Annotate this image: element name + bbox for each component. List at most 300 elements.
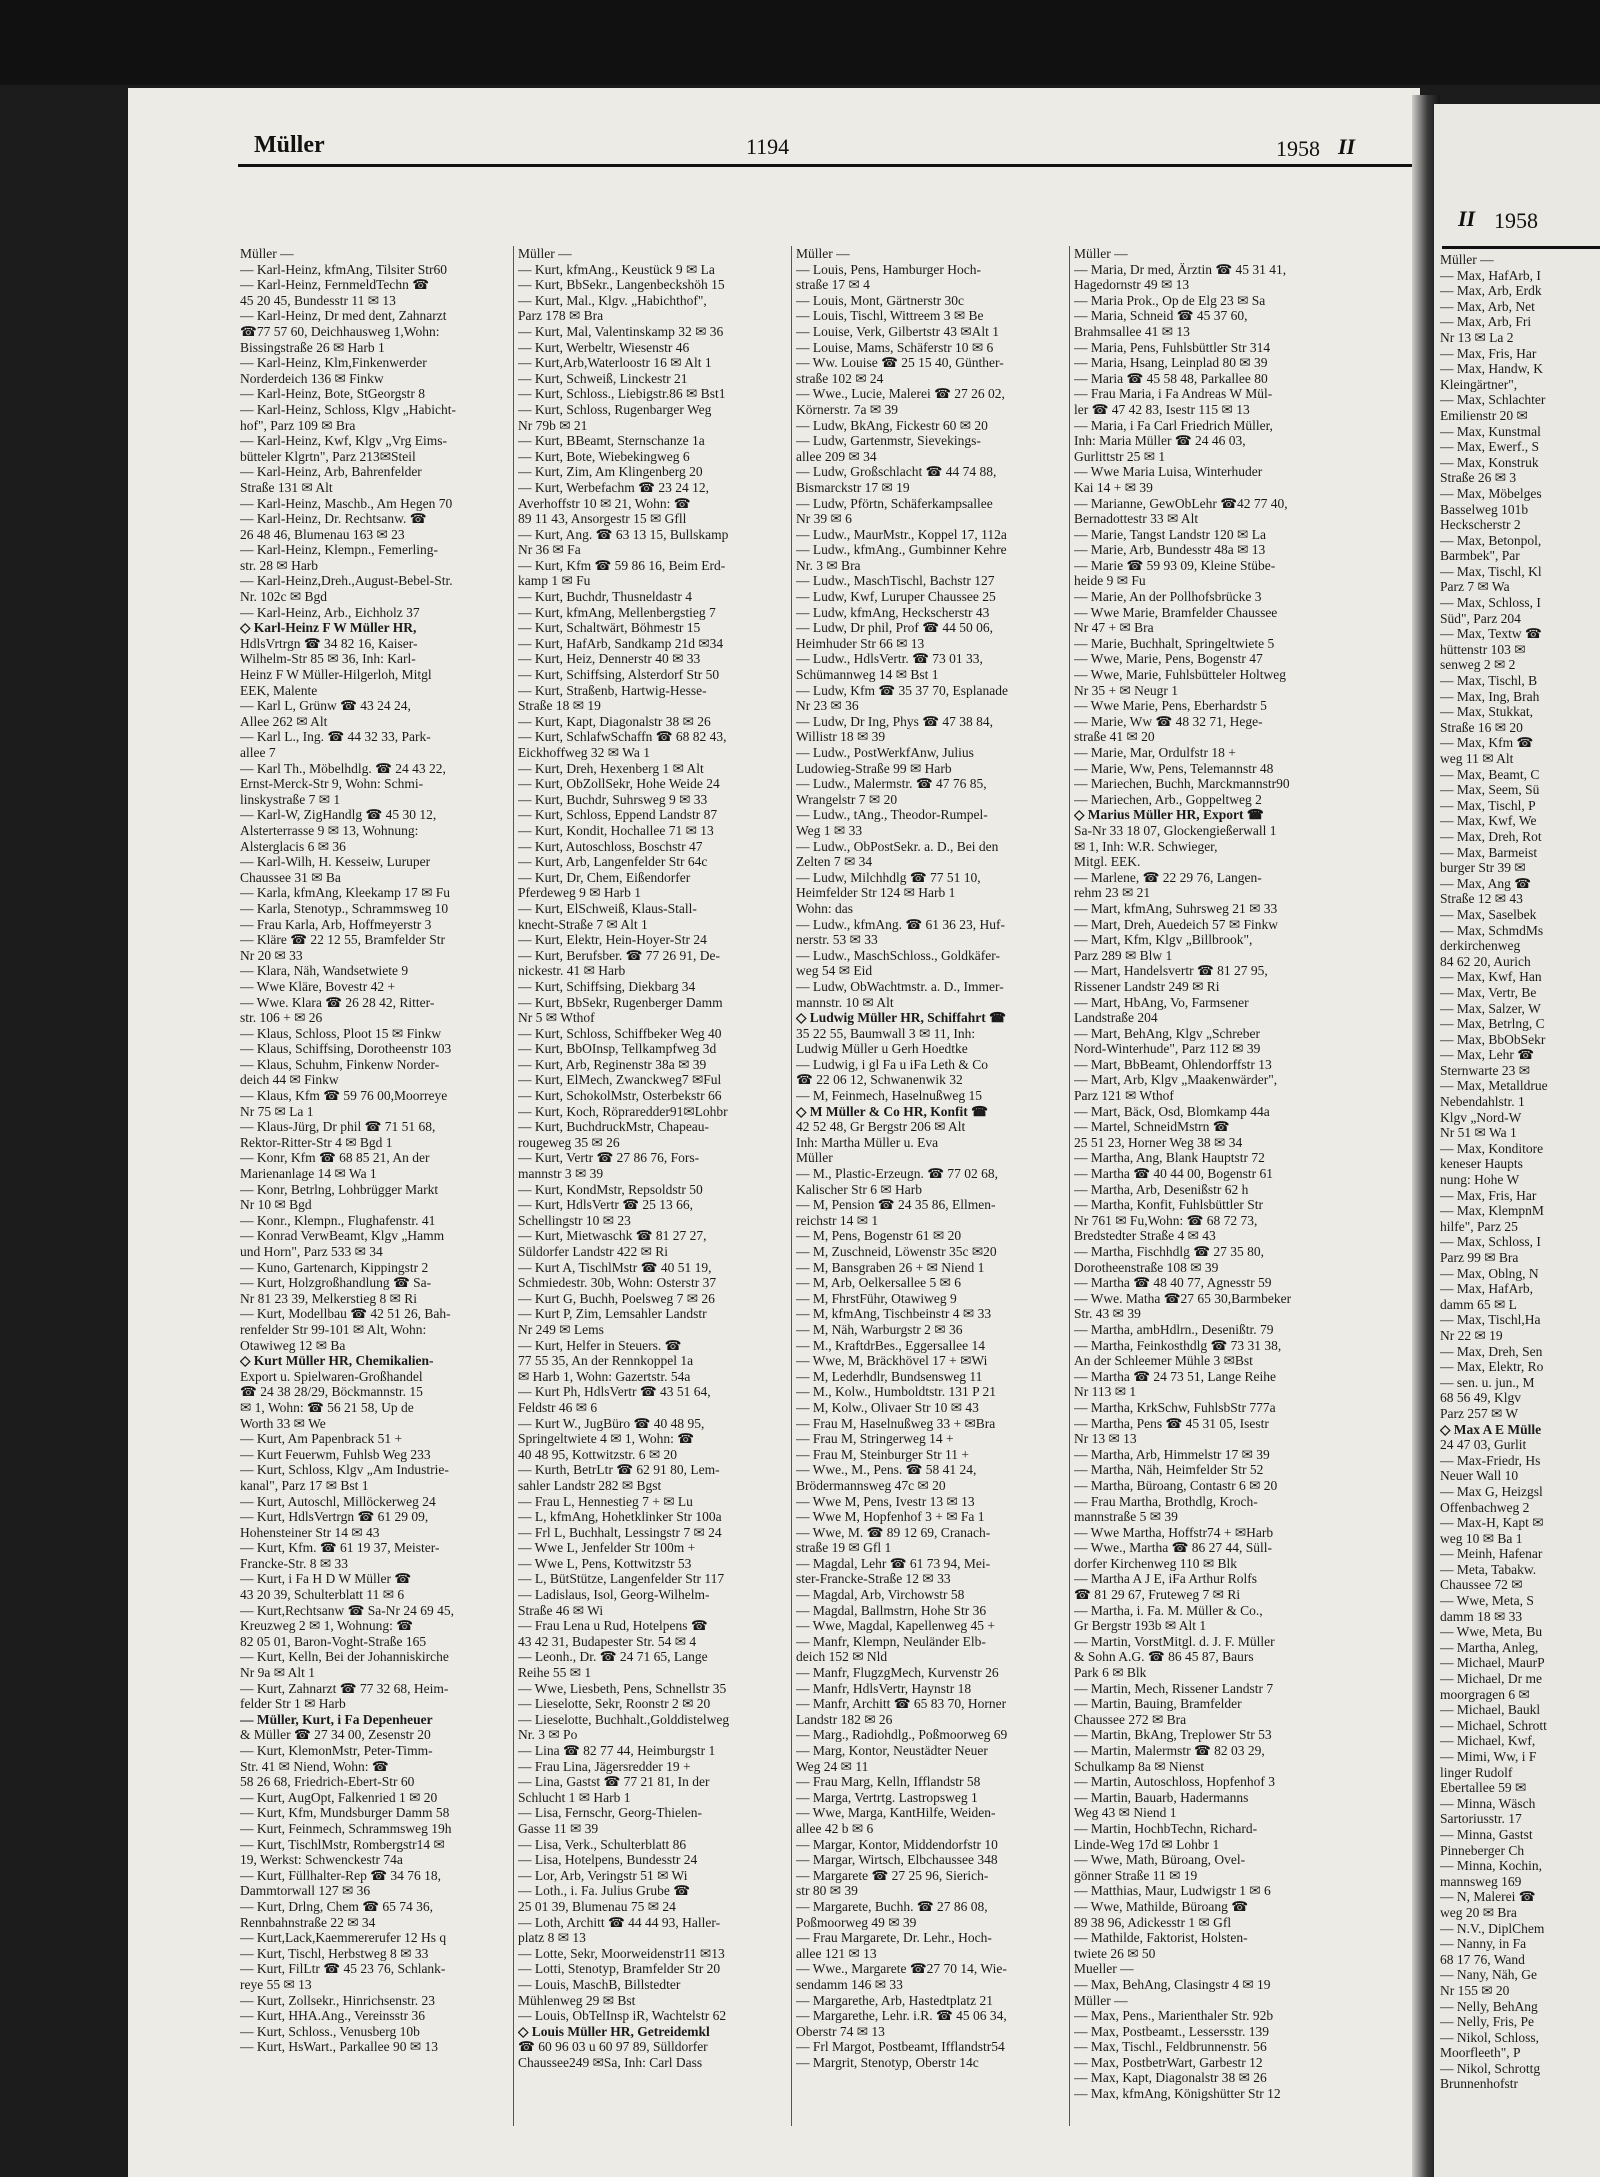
- directory-entry-line: — Kurt A, TischlMstr ☎ 40 51 19,: [518, 1259, 712, 1275]
- directory-entry-line: — Kurt, Kelln, Bei der Johanniskirche: [240, 1649, 449, 1665]
- directory-entry-line: Marienanlage 14 ✉ Wa 1: [240, 1166, 377, 1182]
- directory-entry-line: — Lina, Gastst ☎ 77 21 81, In der: [518, 1774, 710, 1790]
- directory-entry-line: — Loth., i. Fa. Julius Grube ☎: [518, 1883, 691, 1899]
- directory-entry-line: — Kurt, Heiz, Dennerstr 40 ✉ 33: [518, 651, 701, 667]
- directory-entry-line: — Karl-Wilh, H. Kesseiw, Luruper: [240, 854, 431, 870]
- directory-entry-line: — Michael, Schrott: [1440, 1717, 1547, 1733]
- directory-entry-line: Süldorfer Landstr 422 ✉ Ri: [518, 1244, 669, 1259]
- directory-entry-line: — N, Malerei ☎: [1440, 1889, 1536, 1905]
- directory-entry-line: — Ludw, Dr Ing, Phys ☎ 47 38 84,: [796, 713, 994, 729]
- directory-entry-line: — Martin, Malermstr ☎ 82 03 29,: [1074, 1743, 1265, 1758]
- directory-entry-line: — Frl L, Buchhalt, Lessingstr 7 ✉ 24: [518, 1524, 722, 1540]
- directory-entry-line: — Magdal, Lehr ☎ 61 73 94, Mei-: [796, 1555, 991, 1571]
- directory-entry-line: Poßmoorweg 49 ✉ 39: [796, 1914, 917, 1930]
- directory-entry-line: Körnerstr. 7a ✉ 39: [796, 401, 899, 417]
- directory-entry-line: Müller —: [1074, 1992, 1128, 2008]
- directory-entry-line: Chaussee 72 ✉: [1440, 1577, 1523, 1593]
- directory-entry-line: — Marie, Tangst Landstr 120 ✉ La: [1074, 526, 1266, 542]
- directory-entry-line: keneser Haupts: [1440, 1156, 1523, 1172]
- directory-entry-line: Bernadottestr 33 ✉ Alt: [1074, 511, 1199, 527]
- directory-entry-line: Nebendahlstr. 1: [1440, 1094, 1525, 1110]
- directory-entry-line: Reihe 55 ✉ 1: [518, 1665, 592, 1681]
- directory-entry-line: — Max, Metalldrue: [1440, 1078, 1548, 1094]
- directory-entry-line: felder Str 1 ✉ Harb: [240, 1696, 346, 1712]
- directory-entry-line: — Mariechen, Buchh, Marckmannstr90: [1074, 776, 1290, 792]
- directory-entry-line: Ludwig Müller u Gerh Hoedtke: [796, 1041, 968, 1057]
- directory-entry-line: — Wwe, M. ☎ 89 12 69, Cranach-: [796, 1524, 991, 1540]
- directory-entry-line: — Frau M, Steinburger Str 11 +: [796, 1446, 969, 1462]
- directory-entry-line: gönner Straße 11 ✉ 19: [1074, 1867, 1198, 1883]
- directory-entry-line: — Max, Arb, Erdk: [1440, 283, 1542, 299]
- directory-entry-line: Dorotheenstraße 108 ✉ 39: [1074, 1259, 1219, 1275]
- directory-entry-line: — Maria, Hsang, Leinplad 80 ✉ 39: [1074, 355, 1268, 371]
- directory-entry-line: — Kurt, FilLtr ☎ 45 23 76, Schlank-: [240, 1961, 446, 1977]
- directory-entry-line: — Kurt, ElMech, Zwanckweg7 ✉Ful: [518, 1072, 722, 1088]
- directory-entry-line: — Wwe L, Pens, Kottwitzstr 53: [518, 1555, 692, 1571]
- directory-entry-line: — Kurt, Koch, Röpraredder91✉Lohbr: [518, 1103, 728, 1119]
- directory-entry-line: Straße 46 ✉ Wi: [518, 1602, 604, 1618]
- directory-entry-line: — Klaus-Jürg, Dr phil ☎ 71 51 68,: [240, 1119, 436, 1135]
- directory-entry-line: — Manfr, HdlsVertr, Haynstr 18: [796, 1680, 972, 1696]
- directory-entry-line: — Mimi, Ww, i F: [1440, 1749, 1537, 1764]
- directory-entry-line: — Kurt Feuerwm, Fuhlsb Weg 233: [240, 1446, 431, 1462]
- directory-entry-line: Chaussee 31 ✉ Ba: [240, 869, 341, 885]
- directory-entry-line: — M, Näh, Warburgstr 2 ✉ 36: [796, 1321, 963, 1337]
- running-head-name: Müller: [254, 132, 325, 158]
- directory-entry-line: rougeweg 35 ✉ 26: [518, 1134, 620, 1150]
- directory-entry-line: An der Schleemer Mühle 3 ✉Bst: [1074, 1353, 1253, 1369]
- directory-entry-line: — Lina ☎ 82 77 44, Heimburgstr 1: [518, 1743, 716, 1758]
- directory-entry-line: Otawiweg 12 ✉ Ba: [240, 1337, 346, 1353]
- directory-entry-line: — Müller, Kurt, i Fa Depenheuer: [240, 1711, 433, 1727]
- directory-entry-line: Parz 99 ✉ Bra: [1440, 1250, 1519, 1265]
- directory-entry-line: — Max-Friedr, Hs: [1440, 1452, 1541, 1468]
- directory-entry-line: Brahmsallee 41 ✉ 13: [1074, 323, 1190, 339]
- directory-entry-line: 43 20 39, Schulterblatt 11 ✉ 6: [240, 1587, 405, 1603]
- directory-entry-line: — Kurt, Kfm. ☎ 61 19 37, Meister-: [240, 1540, 440, 1556]
- directory-entry-line: — Martha, Fischhdlg ☎ 27 35 80,: [1074, 1244, 1265, 1259]
- directory-entry-line: nerstr. 53 ✉ 33: [796, 932, 878, 948]
- directory-entry-line: — Kurt, Berufsber. ☎ 77 26 91, De-: [518, 947, 721, 963]
- directory-entry-line: — Karl-Heinz,Dreh.,August-Bebel-Str.: [240, 573, 453, 589]
- directory-entry-line: — Frau Lena u Rud, Hotelpens ☎: [518, 1618, 708, 1634]
- directory-entry-line: Straße 16 ✉ 20: [1440, 719, 1523, 735]
- directory-entry-line: Schellingstr 10 ✉ 23: [518, 1212, 631, 1228]
- directory-entry-line: — Wwe M, Pens, Ivestr 13 ✉ 13: [796, 1493, 975, 1509]
- directory-entry-line: Süd", Parz 204: [1440, 610, 1521, 626]
- directory-entry-line: — Kurt, Dreh, Hexenberg 1 ✉ Alt: [518, 760, 704, 776]
- directory-entry-line: — Max, Tischl, P: [1440, 797, 1536, 813]
- directory-entry-line: hof", Parz 109 ✉ Bra: [240, 417, 356, 433]
- directory-entry-line: Heinz F W Müller-Hilgerloh, Mitgl: [240, 667, 432, 683]
- directory-entry-line: Müller: [796, 1150, 833, 1166]
- directory-entry-line: — M, Kolw., Olivaer Str 10 ✉ 43: [796, 1399, 979, 1415]
- directory-entry-line: Sa-Nr 33 18 07, Glockengießerwall 1: [1074, 822, 1277, 838]
- directory-entry-line: — Maria, Pens, Fuhlsbüttler Str 314: [1074, 339, 1271, 355]
- directory-entry-line: ◇ M Müller & Co HR, Konfit ☎: [796, 1103, 988, 1119]
- directory-entry-line: — Wwe Marie, Pens, Eberhardstr 5: [1074, 698, 1267, 714]
- right-running-head-year: 1958: [1494, 208, 1538, 233]
- directory-entry-line: ☎ 81 29 67, Fruteweg 7 ✉ Ri: [1074, 1587, 1241, 1603]
- directory-entry-line: — Kurt, Zollsekr., Hinrichsenstr. 23: [240, 1992, 435, 2008]
- directory-entry-line: str 80 ✉ 39: [796, 1883, 858, 1899]
- directory-entry-line: — Louise, Mams, Schäferstr 10 ✉ 6: [796, 339, 994, 355]
- directory-entry-line: 24 47 03, Gurlit: [1440, 1437, 1527, 1453]
- right-column: [1440, 252, 1600, 2092]
- directory-entry-line: — Nikol, Schloss,: [1440, 2029, 1540, 2045]
- directory-entry-line: — Martin, Mech, Rissener Landstr 7: [1074, 1680, 1274, 1696]
- directory-entry-line: Pinneberger Ch: [1440, 1842, 1525, 1858]
- directory-entry-line: Brödermannsweg 47c ✉ 20: [796, 1477, 946, 1493]
- directory-entry-line: — Lotte, Sekr, Moorweidenstr11 ✉13: [518, 1945, 725, 1961]
- directory-entry-line: — Martha, Arb, Desenißstr 62 h: [1074, 1181, 1249, 1197]
- directory-entry-line: — Wwe., Lucie, Malerei ☎ 27 26 02,: [796, 386, 1005, 402]
- directory-entry-line: Hohensteiner Str 14 ✉ 43: [240, 1524, 380, 1540]
- directory-entry-line: — Max, Tischl., Feldbrunnenstr. 56: [1074, 2039, 1267, 2055]
- directory-entry-line: Nr 113 ✉ 1: [1074, 1384, 1137, 1400]
- directory-entry-line: Nr 13 ✉ 13: [1074, 1431, 1137, 1447]
- directory-entry-line: — Ludw, BkAng, Fickestr 60 ✉ 20: [796, 417, 988, 433]
- directory-entry-line: sahler Landstr 282 ✉ Bgst: [518, 1477, 662, 1493]
- directory-entry-line: — Max, Tischl, Kl: [1440, 563, 1542, 579]
- directory-entry-line: Sternwarte 23 ✉: [1440, 1062, 1531, 1078]
- directory-entry-line: — Martha, Anleg,: [1440, 1639, 1539, 1655]
- directory-entry-line: — Frau Maria, i Fa Andreas W Mül-: [1074, 386, 1273, 402]
- directory-entry-line: — Mart, Kfm, Klgv „Billbrook",: [1074, 932, 1253, 948]
- directory-entry-line: straße 102 ✉ 24: [796, 370, 884, 386]
- directory-entry-line: — Wwe, Meta, S: [1440, 1593, 1534, 1609]
- directory-entry-line: Landstr 182 ✉ 26: [796, 1711, 893, 1727]
- directory-entry-line: Nr. 3 ✉ Po: [518, 1727, 578, 1743]
- directory-entry-line: — Kurt, Tischl, Herbstweg 8 ✉ 33: [240, 1945, 429, 1961]
- directory-entry-line: — Kurt, Holzgroßhandlung ☎ Sa-: [240, 1275, 432, 1291]
- directory-entry-line: Zelten 7 ✉ 34: [796, 854, 873, 870]
- directory-entry-line: — Martin, VorstMitgl. d. J. F. Müller: [1074, 1633, 1275, 1649]
- directory-entry-line: knecht-Straße 7 ✉ Alt 1: [518, 916, 648, 932]
- directory-page-right: [1434, 104, 1600, 2177]
- directory-entry-line: Allee 262 ✉ Alt: [240, 713, 328, 729]
- directory-entry-line: — Ludw, Kfm ☎ 35 37 70, Esplanade: [796, 682, 1009, 698]
- directory-entry-line: straße 41 ✉ 20: [1074, 729, 1155, 745]
- directory-entry-line: Rennbahnstraße 22 ✉ 34: [240, 1914, 376, 1930]
- directory-entry-line: Nr 249 ✉ Lems: [518, 1321, 604, 1337]
- page-number: 1194: [746, 134, 790, 159]
- directory-entry-line: — Martha ☎ 48 40 77, Agnesstr 59: [1074, 1275, 1272, 1291]
- directory-entry-line: — Karl-Heinz, Dr. Rechtsanw. ☎: [240, 511, 427, 527]
- directory-entry-line: — Marie, Ww, Pens, Telemannstr 48: [1074, 760, 1274, 776]
- directory-entry-line: Francke-Str. 8 ✉ 33: [240, 1555, 349, 1571]
- directory-entry-line: — Kurt G, Buchh, Poelsweg 7 ✉ 26: [518, 1290, 715, 1306]
- directory-entry-line: Nr. 102c ✉ Bgd: [240, 589, 328, 605]
- directory-entry-line: & Müller ☎ 27 34 00, Zesenstr 20: [240, 1727, 431, 1743]
- directory-entry-line: — Martin, Bauarb, Hadermanns: [1074, 1789, 1249, 1805]
- directory-entry-line: allee 42 b ✉ 6: [796, 1820, 874, 1836]
- directory-entry-line: Export u. Spielwaren-Großhandel: [240, 1368, 423, 1384]
- directory-entry-line: — Max, HafArb,: [1440, 1281, 1533, 1297]
- directory-entry-line: — Max, Lehr ☎: [1440, 1047, 1535, 1063]
- directory-entry-line: — Klaus, Schuhm, Finkenw Norder-: [240, 1056, 440, 1072]
- directory-entry-line: — Ludwig, i gl Fa u iFa Leth & Co: [796, 1056, 988, 1072]
- directory-entry-line: — Wwe, Marga, KantHilfe, Weiden-: [796, 1805, 996, 1821]
- directory-entry-line: — Kurt, i Fa H D W Müller ☎: [240, 1571, 412, 1587]
- directory-entry-line: Nr 5 ✉ Wthof: [518, 1010, 595, 1026]
- directory-entry-line: — Kurt, Mietwaschk ☎ 81 27 27,: [518, 1228, 707, 1244]
- directory-entry-line: — Leonh., Dr. ☎ 24 71 65, Lange: [518, 1649, 708, 1665]
- directory-entry-line: Mueller —: [1074, 1961, 1134, 1977]
- directory-entry-line: 77 55 35, An der Rennkoppel 1a: [518, 1353, 694, 1369]
- directory-entry-line: — Frau Margarete, Dr. Lehr., Hoch-: [796, 1930, 992, 1946]
- directory-entry-line: ☎ 60 96 03 u 60 97 89, Sülldorfer: [518, 2039, 708, 2055]
- directory-entry-line: — Max, Kwf, Han: [1440, 969, 1542, 985]
- directory-entry-line: 43 42 31, Budapester Str. 54 ✉ 4: [518, 1633, 697, 1649]
- directory-entry-line: — Karl-Heinz, Dr med dent, Zahnarzt: [240, 308, 447, 324]
- directory-entry-line: — Wwe, Marie, Pens, Bogenstr 47: [1074, 651, 1263, 667]
- directory-entry-line: derkirchenweg: [1440, 938, 1521, 954]
- directory-entry-line: Hagedornstr 49 ✉ 13: [1074, 277, 1190, 293]
- directory-entry-line: — Karl-Heinz, Maschb., Am Hegen 70: [240, 495, 453, 511]
- directory-entry-line: Chaussee 272 ✉ Bra: [1074, 1711, 1187, 1727]
- directory-entry-line: Kreuzweg 2 ✉ 1, Wohnung: ☎: [240, 1618, 414, 1634]
- directory-entry-line: — Kurt, Zahnarzt ☎ 77 32 68, Heim-: [240, 1680, 449, 1696]
- directory-entry-line: — Max, Schloss, I: [1440, 595, 1541, 611]
- directory-entry-line: — Marlene, ☎ 22 29 76, Langen-: [1074, 869, 1262, 885]
- directory-entry-line: Inh: Maria Müller ☎ 24 46 03,: [1074, 433, 1246, 449]
- directory-entry-line: — Ludw, kfmAng, Heckscherstr 43: [796, 604, 990, 620]
- directory-entry-line: — Kurt, Werbeltr, Wiesenstr 46: [518, 339, 690, 355]
- directory-entry-line: — Martha A J E, iFa Arthur Rolfs: [1074, 1571, 1257, 1587]
- directory-entry-line: — Louis, ObTelInsp iR, Wachtelstr 62: [518, 2008, 727, 2024]
- directory-entry-line: — Wwe, Magdal, Kapellenweg 45 +: [796, 1618, 995, 1634]
- directory-entry-line: — Wwe. Matha ☎27 65 30,Barmbeker: [1074, 1290, 1292, 1306]
- directory-entry-line: — Kurt, Füllhalter-Rep ☎ 34 76 18,: [240, 1867, 442, 1883]
- directory-entry-line: — M, Feinmech, Haselnußweg 15: [796, 1088, 982, 1104]
- directory-entry-line: — Max, Betrlng, C: [1440, 1016, 1545, 1032]
- directory-entry-line: HdlsVrtrgn ☎ 34 82 16, Kaiser-: [240, 635, 418, 651]
- directory-entry-line: Weg 1 ✉ 33: [796, 822, 863, 838]
- directory-entry-line: 89 11 43, Ansorgestr 15 ✉ Gfll: [518, 511, 687, 527]
- directory-entry-line: Linde-Weg 17d ✉ Lohbr 1: [1074, 1836, 1220, 1852]
- directory-entry-line: 25 51 23, Horner Weg 38 ✉ 34: [1074, 1134, 1243, 1150]
- directory-entry-line: — Karl-Heinz, Schloss, Klgv „Habicht-: [240, 401, 456, 417]
- directory-entry-line: Straße 12 ✉ 43: [1440, 891, 1523, 907]
- directory-entry-line: — Martin, HochbTechn, Richard-: [1074, 1820, 1258, 1836]
- directory-entry-line: — Ludw., Malermstr. ☎ 47 76 85,: [796, 776, 987, 792]
- directory-entry-line: — Meinh, Hafenar: [1440, 1546, 1543, 1562]
- directory-entry-line: — Wwe M, Hopfenhof 3 + ✉ Fa 1: [796, 1509, 985, 1525]
- directory-entry-line: — Wwe, Mathilde, Büroang ☎: [1074, 1898, 1249, 1914]
- directory-entry-line: Rektor-Ritter-Str 4 ✉ Bgd 1: [240, 1134, 393, 1150]
- directory-entry-line: — Max, HafArb, I: [1440, 267, 1541, 283]
- directory-entry-line: linskystraße 7 ✉ 1: [240, 791, 341, 807]
- directory-entry-line: — Kurt, Arb, Reginenstr 38a ✉ 39: [518, 1056, 707, 1072]
- directory-entry-line: — Kurt, HdlsVertrgn ☎ 61 29 09,: [240, 1509, 429, 1525]
- directory-entry-line: Norderdeich 136 ✉ Finkw: [240, 370, 384, 386]
- directory-entry-line: Inh: Martha Müller u. Eva: [796, 1134, 939, 1150]
- directory-entry-line: — Nelly, BehAng: [1440, 1998, 1538, 2014]
- directory-entry-line: — Marie, Ww ☎ 48 32 71, Hege-: [1074, 713, 1263, 729]
- directory-entry-line: — Kurt Ph, HdlsVertr ☎ 43 51 64,: [518, 1384, 711, 1400]
- directory-entry-line: — Meta, Tabakw.: [1440, 1561, 1537, 1577]
- directory-entry-line: — Max, Elektr, Ro: [1440, 1359, 1544, 1375]
- directory-entry-line: Gasse 11 ✉ 39: [518, 1820, 599, 1836]
- directory-entry-line: — L, kfmAng, Hohetklinker Str 100a: [518, 1509, 722, 1525]
- directory-entry-line: — Ludw., MaschSchloss., Goldkäfer-: [796, 947, 1000, 963]
- directory-entry-line: — Karla, kfmAng, Kleekamp 17 ✉ Fu: [240, 885, 451, 901]
- directory-entry-line: — Karl-Heinz, FernmeldTechn ☎: [240, 277, 430, 293]
- directory-entry-line: str. 28 ✉ Harb: [240, 557, 319, 573]
- directory-entry-line: — Marie, An der Pollhofsbrücke 3: [1074, 589, 1262, 605]
- directory-entry-line: — M, FhrstFühr, Otawiweg 9: [796, 1290, 957, 1306]
- directory-entry-line: Straße 26 ✉ 3: [1440, 470, 1517, 486]
- directory-entry-line: mannstraße 5 ✉ 39: [1074, 1509, 1178, 1525]
- directory-entry-line: — Klaus, Kfm ☎ 59 76 00,Moorreye: [240, 1088, 448, 1104]
- directory-entry-line: — Michael, Baukl: [1440, 1702, 1541, 1718]
- directory-entry-line: — Wwe. Klara ☎ 26 28 42, Ritter-: [240, 994, 435, 1010]
- directory-entry-line: — Kurt, BbSekr, Rugenberger Damm: [518, 994, 723, 1010]
- directory-entry-line: — Kurt, Schaltwärt, Böhmestr 15: [518, 620, 701, 636]
- directory-entry-line: — Marg, Kontor, Neustädter Neuer: [796, 1743, 988, 1758]
- directory-entry-line: Nr 36 ✉ Fa: [518, 542, 581, 558]
- directory-entry-line: — Martha, Konfit, Fuhlsbüttler Str: [1074, 1197, 1263, 1213]
- directory-entry-line: — Louis, Pens, Hamburger Hoch-: [796, 261, 981, 277]
- directory-entry-line: — Wwe Martha, Hoffstr74 + ✉Harb: [1074, 1524, 1274, 1540]
- directory-entry-line: — Margarethe, Lehr. i.R. ☎ 45 06 34,: [796, 2008, 1007, 2024]
- directory-entry-line: — M, Arb, Oelkersallee 5 ✉ 6: [796, 1275, 962, 1291]
- directory-entry-line: deich 152 ✉ Nld: [796, 1649, 888, 1665]
- directory-entry-line: Moorfleeth", P: [1440, 2045, 1521, 2061]
- directory-entry-line: — Max, Schlachter: [1440, 392, 1546, 408]
- directory-entry-line: Oberstr 74 ✉ 13: [796, 2023, 885, 2039]
- directory-entry-line: 58 26 68, Friedrich-Ebert-Str 60: [240, 1774, 415, 1790]
- directory-entry-line: — Kurt, Modellbau ☎ 42 51 26, Bah-: [240, 1306, 451, 1322]
- directory-entry-line: — Max, SchmdMs: [1440, 922, 1544, 938]
- directory-entry-line: — Margar, Wirtsch, Elbchaussee 348: [796, 1852, 998, 1868]
- directory-entry-line: — Martha, i. Fa. M. Müller & Co.,: [1074, 1602, 1263, 1618]
- directory-entry-line: — Frl Margot, Postbeamt, Ifflandstr54: [796, 2039, 1005, 2055]
- directory-entry-line: Kleingärtner",: [1440, 376, 1518, 392]
- directory-entry-line: twiete 26 ✉ 50: [1074, 1945, 1156, 1961]
- directory-entry-line: — Karl Th., Möbelhdlg. ☎ 24 43 22,: [240, 760, 446, 776]
- directory-entry-line: — Kurt, Buchdr, Thusneldastr 4: [518, 589, 692, 605]
- directory-entry-line: mannsweg 169: [1440, 1873, 1522, 1889]
- directory-entry-line: — Louis, Mont, Gärtnerstr 30c: [796, 292, 964, 308]
- column-1: [240, 246, 510, 2055]
- directory-entry-line: Worth 33 ✉ We: [240, 1415, 326, 1431]
- directory-entry-line: — M, Pension ☎ 24 35 86, Ellmen-: [796, 1197, 996, 1213]
- directory-entry-line: Gr Bergstr 193b ✉ Alt 1: [1074, 1618, 1207, 1634]
- directory-entry-line: — Kurt, Schweiß, Linckestr 21: [518, 370, 688, 386]
- directory-entry-line: Basselweg 101b: [1440, 501, 1529, 517]
- directory-entry-line: Heckscherstr 2: [1440, 517, 1521, 533]
- directory-entry-line: — Kurt, Schiffsing, Diekbarg 34: [518, 978, 696, 994]
- directory-entry-line: — Kurt, BuchdruckMstr, Chapeau-: [518, 1119, 710, 1135]
- directory-entry-line: ◇ Karl-Heinz F W Müller HR,: [240, 620, 417, 636]
- directory-entry-line: — Ludw., tAng., Theodor-Rumpel-: [796, 807, 988, 823]
- directory-entry-line: — M., Plastic-Erzeugn. ☎ 77 02 68,: [796, 1166, 999, 1182]
- directory-entry-line: ✉ 1, Wohn: ☎ 56 21 58, Up de: [240, 1399, 414, 1415]
- directory-entry-line: — Ludw, Pförtn, Schäferkampsallee: [796, 495, 993, 511]
- directory-entry-line: hilfe", Parz 25: [1440, 1218, 1518, 1234]
- directory-entry-line: — Ladislaus, Isol, Georg-Wilhelm-: [518, 1587, 710, 1603]
- directory-entry-line: — Loth, Architt ☎ 44 44 93, Haller-: [518, 1914, 721, 1930]
- directory-entry-line: — Martha, Pens ☎ 45 31 05, Isestr: [1074, 1415, 1269, 1431]
- directory-entry-line: Heimfelder Str 124 ✉ Harb 1: [796, 885, 956, 901]
- directory-entry-line: — Kurt, Autoschl, Millöckerweg 24: [240, 1493, 436, 1509]
- directory-entry-line: — Maria, Dr med, Ärztin ☎ 45 31 41,: [1074, 261, 1287, 277]
- directory-entry-line: Barmbek", Par: [1440, 548, 1520, 564]
- directory-entry-line: — Karl-Heinz, Klempn., Femerling-: [240, 542, 438, 558]
- directory-entry-line: allee 209 ✉ 34: [796, 448, 877, 464]
- directory-entry-line: — Wwe., M., Pens. ☎ 58 41 24,: [796, 1462, 977, 1478]
- directory-entry-line: platz 8 ✉ 13: [518, 1930, 586, 1946]
- directory-entry-line: — Lisa, Verk., Schulterblatt 86: [518, 1836, 687, 1852]
- directory-entry-line: — Klaus, Schiffsing, Dorotheenstr 103: [240, 1041, 452, 1057]
- directory-entry-line: — M., KraftdrBes., Eggersallee 14: [796, 1337, 985, 1353]
- directory-entry-line: — Ludw., kfmAng., Gumbinner Kehre: [796, 542, 1007, 558]
- directory-entry-line: — Karl-Heinz, Bote, StGeorgstr 8: [240, 386, 425, 402]
- directory-entry-line: — Kurt, kfmAng., Keustück 9 ✉ La: [518, 261, 715, 277]
- column-separator: [791, 246, 792, 2126]
- directory-entry-line: ☎ 22 06 12, Schwanenwik 32: [796, 1072, 963, 1088]
- directory-entry-line: — Wwe., Martha ☎ 86 27 44, Süll-: [1074, 1540, 1273, 1556]
- directory-entry-line: — Marie, Mar, Ordulfstr 18 +: [1074, 745, 1236, 760]
- directory-entry-line: — Kuno, Gartenarch, Kippingstr 2: [240, 1259, 429, 1275]
- directory-entry-line: — Frau Karla, Arb, Hoffmeyerstr 3: [240, 916, 432, 932]
- column-heading: Müller —: [1074, 246, 1128, 261]
- directory-entry-line: Schümannweg 14 ✉ Bst 1: [796, 667, 939, 683]
- column-heading: Müller —: [518, 246, 572, 261]
- directory-entry-line: weg 10 ✉ Ba 1: [1440, 1530, 1523, 1546]
- directory-entry-line: Nr 75 ✉ La 1: [240, 1103, 314, 1119]
- directory-entry-line: — Konrad VerwBeamt, Klgv „Hamm: [240, 1228, 445, 1244]
- directory-entry-line: — M, Lederhdlr, Bundsensweg 11: [796, 1368, 983, 1384]
- directory-entry-line: Ernst-Merck-Str 9, Wohn: Schmi-: [240, 776, 424, 792]
- directory-entry-line: Gurlittstr 25 ✉ 1: [1074, 448, 1166, 464]
- directory-entry-line: — Martin, Bauing, Bramfelder: [1074, 1696, 1242, 1712]
- directory-entry-line: — Kurt, Kondit, Hochallee 71 ✉ 13: [518, 822, 714, 838]
- directory-entry-line: — Mart, Handelsvertr ☎ 81 27 95,: [1074, 963, 1268, 979]
- header-rule: [238, 164, 1418, 167]
- directory-entry-line: ster-Francke-Straße 12 ✉ 33: [796, 1571, 951, 1587]
- directory-entry-line: — Max, Salzer, W: [1440, 1000, 1541, 1016]
- directory-entry-line: Klgv „Nord-W: [1440, 1109, 1522, 1125]
- directory-entry-line: — Max-H, Kapt ✉: [1440, 1515, 1544, 1531]
- directory-entry-line: — Kurt, Schloss., Venusberg 10b: [240, 2023, 420, 2039]
- directory-page-left: [128, 88, 1420, 2177]
- directory-entry-line: — Kurt, Feinmech, Schrammsweg 19h: [240, 1820, 452, 1836]
- directory-entry-line: — Kurth, BetrLtr ☎ 62 91 80, Lem-: [518, 1462, 720, 1478]
- directory-entry-line: 45 20 45, Bundesstr 11 ✉ 13: [240, 292, 396, 308]
- directory-entry-line: — Martha, Ang, Blank Hauptstr 72: [1074, 1150, 1265, 1166]
- directory-entry-line: — Max, Kfm ☎: [1440, 735, 1534, 751]
- directory-entry-line: — Margar, Kontor, Middendorfstr 10: [796, 1836, 998, 1852]
- directory-entry-line: — Nikol, Schrottg: [1440, 2060, 1541, 2076]
- directory-entry-line: Averhoffstr 10 ✉ 21, Wohn: ☎: [518, 495, 691, 511]
- directory-entry-line: — Manfr, FlugzgMech, Kurvenstr 26: [796, 1665, 999, 1681]
- directory-entry-line: — Klaus, Schloss, Ploot 15 ✉ Finkw: [240, 1025, 442, 1041]
- directory-entry-line: Brunnenhofstr: [1440, 2076, 1518, 2092]
- directory-entry-line: heide 9 ✉ Fu: [1074, 573, 1146, 589]
- directory-entry-line: — Kurt, Kapt, Diagonalstr 38 ✉ 26: [518, 713, 711, 729]
- directory-entry-line: — Kurt, Arb, Langenfelder Str 64c: [518, 854, 708, 870]
- directory-entry-line: — Max, Pens., Marienthaler Str. 92b: [1074, 2008, 1274, 2024]
- directory-entry-line: — Kurt, Schloss, Klgv „Am Industrie-: [240, 1462, 449, 1478]
- directory-entry-line: — Max, kfmAng, Königshütter Str 12: [1074, 2086, 1281, 2102]
- directory-entry-line: — Minna, Kochin,: [1440, 1858, 1542, 1874]
- directory-entry-line: mannstr. 10 ✉ Alt: [796, 994, 894, 1010]
- directory-entry-line: — Kurt,Arb,Waterloostr 16 ✉ Alt 1: [518, 355, 712, 371]
- directory-entry-line: Nr 10 ✉ Bgd: [240, 1197, 312, 1213]
